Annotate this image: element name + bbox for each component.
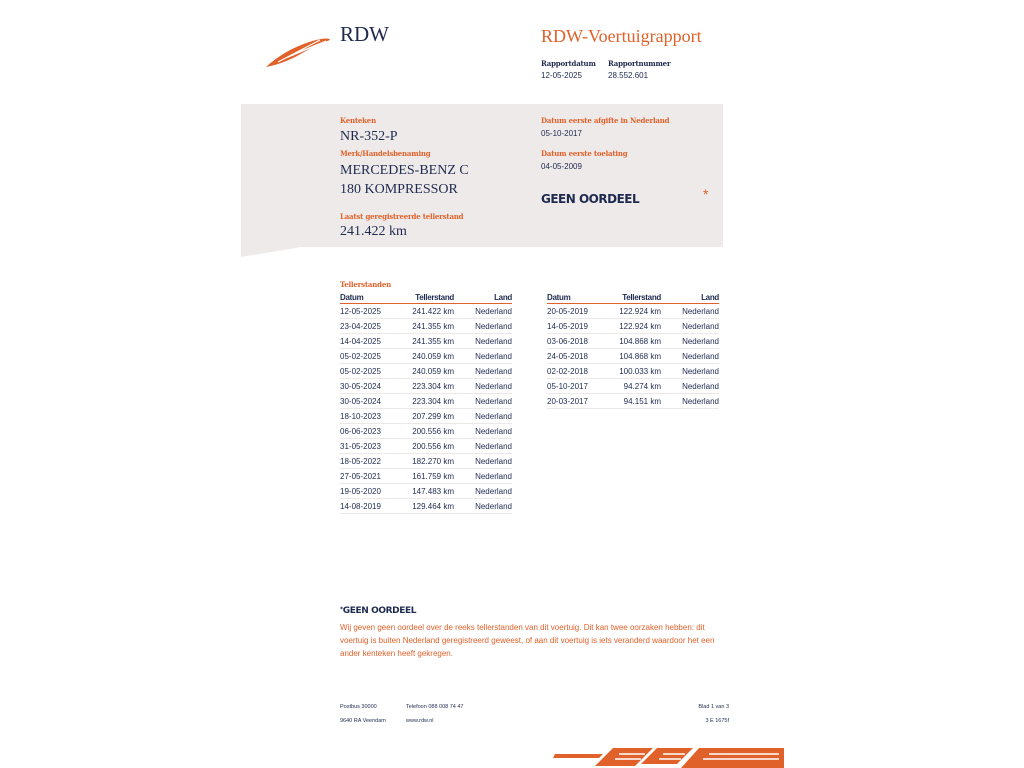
table-row	[547, 304, 719, 319]
cell-date: 14-05-2019	[547, 319, 609, 334]
cell-reading: 94.274 km	[609, 379, 661, 394]
cell-reading: 129.464 km	[402, 499, 454, 514]
cell-reading: 223.304 km	[402, 394, 454, 409]
cell-country: Nederland	[454, 349, 512, 364]
col-header-reading: Tellerstand	[402, 292, 454, 304]
table-row	[340, 304, 512, 319]
cell-reading: 200.556 km	[402, 439, 454, 454]
footnote-marker: *	[340, 606, 343, 613]
cell-reading: 94.151 km	[609, 394, 661, 409]
cell-date: 18-10-2023	[340, 409, 402, 424]
table-row	[547, 319, 719, 334]
cell-country: Nederland	[454, 499, 512, 514]
cell-reading: 104.868 km	[609, 349, 661, 364]
cell-reading: 240.059 km	[402, 364, 454, 379]
cell-country: Nederland	[454, 409, 512, 424]
cell-country: Nederland	[454, 469, 512, 484]
cell-reading: 207.299 km	[402, 409, 454, 424]
cell-date: 24-05-2018	[547, 349, 609, 364]
plate-label: Kenteken	[340, 116, 376, 125]
table-row	[547, 394, 719, 409]
footer-website: www.rdw.nl	[406, 718, 434, 724]
cell-date: 20-03-2017	[547, 394, 609, 409]
footer-code: 3 E 1675f	[705, 718, 729, 724]
cell-reading: 122.924 km	[609, 319, 661, 334]
table-row	[340, 394, 512, 409]
cell-date: 14-04-2025	[340, 334, 402, 349]
cell-reading: 200.556 km	[402, 424, 454, 439]
cell-date: 05-02-2025	[340, 349, 402, 364]
cell-country: Nederland	[661, 379, 719, 394]
cell-date: 05-10-2017	[547, 379, 609, 394]
col-header-date: Datum	[340, 292, 402, 304]
table-row	[340, 379, 512, 394]
footnote-text: Wij geven geen oordeel over de reeks tellerstanden van dit voertuig. Dit kan twee oorzaken hebben: dit voertuig is buiten Nederland geregistreerd geweest, of aan dit voertuig is iets veranderd waardoor het een ander kenteken heeft gekregen.	[340, 623, 715, 658]
odometer-value: 241.422 km	[340, 224, 407, 239]
report-date-label: Rapportdatum	[541, 59, 596, 68]
cell-date: 02-02-2018	[547, 364, 609, 379]
make-line-1: MERCEDES-BENZ C	[340, 163, 469, 178]
cell-reading: 122.924 km	[609, 304, 661, 319]
first-nl-label: Datum eerste afgifte in Nederland	[541, 116, 670, 125]
table-row	[340, 469, 512, 484]
footnote-heading	[340, 606, 416, 616]
readings-table-left	[340, 292, 512, 514]
brand-name: RDW	[340, 22, 389, 46]
cell-country: Nederland	[661, 334, 719, 349]
cell-country: Nederland	[454, 439, 512, 454]
table-row	[547, 379, 719, 394]
cell-date: 05-02-2025	[340, 364, 402, 379]
footer-address-2: 9640 RA Veendam	[340, 718, 386, 724]
cell-country: Nederland	[661, 349, 719, 364]
cell-reading: 100.033 km	[609, 364, 661, 379]
cell-reading: 240.059 km	[402, 349, 454, 364]
cell-country: Nederland	[661, 364, 719, 379]
table-row	[547, 364, 719, 379]
cell-country: Nederland	[661, 304, 719, 319]
table-row	[340, 424, 512, 439]
table-row	[340, 484, 512, 499]
table-row	[340, 334, 512, 349]
cell-reading: 147.483 km	[402, 484, 454, 499]
cell-date: 30-05-2024	[340, 379, 402, 394]
footer-address-1: Postbus 30000	[340, 704, 377, 710]
decorative-stripes-icon	[553, 746, 784, 768]
cell-country: Nederland	[454, 319, 512, 334]
cell-date: 12-05-2025	[340, 304, 402, 319]
cell-date: 14-08-2019	[340, 499, 402, 514]
table-row	[340, 454, 512, 469]
plate-value: NR-352-P	[340, 129, 398, 144]
odometer-label: Laatst geregistreerde tellerstand	[340, 212, 464, 221]
cell-country: Nederland	[454, 379, 512, 394]
footer-page: Blad 1 van 3	[698, 704, 729, 710]
make-line-2: 180 KOMPRESSOR	[340, 182, 458, 197]
table-row	[340, 364, 512, 379]
verdict-marker: *	[703, 186, 709, 202]
panel-notch	[241, 247, 301, 257]
first-admission-label: Datum eerste toelating	[541, 149, 628, 158]
report-title: RDW-Voertuigrapport	[541, 26, 702, 46]
cell-date: 31-05-2023	[340, 439, 402, 454]
readings-title: Tellerstanden	[340, 280, 391, 289]
cell-country: Nederland	[454, 304, 512, 319]
cell-country: Nederland	[661, 319, 719, 334]
cell-date: 19-05-2020	[340, 484, 402, 499]
report-number-value: 28.552.601	[608, 71, 649, 80]
cell-reading: 104.868 km	[609, 334, 661, 349]
col-header-country: Land	[454, 292, 512, 304]
cell-reading: 241.355 km	[402, 319, 454, 334]
cell-country: Nederland	[454, 484, 512, 499]
cell-reading: 241.422 km	[402, 304, 454, 319]
cell-date: 03-06-2018	[547, 334, 609, 349]
cell-country: Nederland	[454, 334, 512, 349]
cell-country: Nederland	[661, 394, 719, 409]
table-row	[340, 439, 512, 454]
cell-country: Nederland	[454, 454, 512, 469]
col-header-country: Land	[661, 292, 719, 304]
cell-date: 27-05-2021	[340, 469, 402, 484]
cell-country: Nederland	[454, 364, 512, 379]
col-header-reading: Tellerstand	[609, 292, 661, 304]
rdw-logo-icon	[264, 34, 332, 70]
vehicle-info-panel	[241, 104, 723, 247]
cell-reading: 161.759 km	[402, 469, 454, 484]
verdict: GEEN OORDEEL	[541, 192, 640, 206]
cell-country: Nederland	[454, 424, 512, 439]
table-row	[340, 409, 512, 424]
readings-table-right	[547, 292, 719, 409]
cell-reading: 182.270 km	[402, 454, 454, 469]
table-row	[340, 319, 512, 334]
footer-phone: Telefoon 088 008 74 47	[406, 704, 464, 710]
table-row	[547, 349, 719, 364]
col-header-date: Datum	[547, 292, 609, 304]
first-admission-value: 04-05-2009	[541, 162, 582, 171]
first-nl-value: 05-10-2017	[541, 129, 582, 138]
cell-date: 18-05-2022	[340, 454, 402, 469]
report-number-label: Rapportnummer	[608, 59, 671, 68]
cell-date: 20-05-2019	[547, 304, 609, 319]
table-row	[340, 349, 512, 364]
cell-reading: 223.304 km	[402, 379, 454, 394]
table-row	[340, 499, 512, 514]
make-label: Merk/Handelsbenaming	[340, 149, 431, 158]
report-date-value: 12-05-2025	[541, 71, 582, 80]
cell-date: 23-04-2025	[340, 319, 402, 334]
table-row	[547, 334, 719, 349]
cell-country: Nederland	[454, 394, 512, 409]
cell-date: 30-05-2024	[340, 394, 402, 409]
cell-reading: 241.355 km	[402, 334, 454, 349]
cell-date: 06-06-2023	[340, 424, 402, 439]
footnote-title: GEEN OORDEEL	[342, 606, 417, 616]
